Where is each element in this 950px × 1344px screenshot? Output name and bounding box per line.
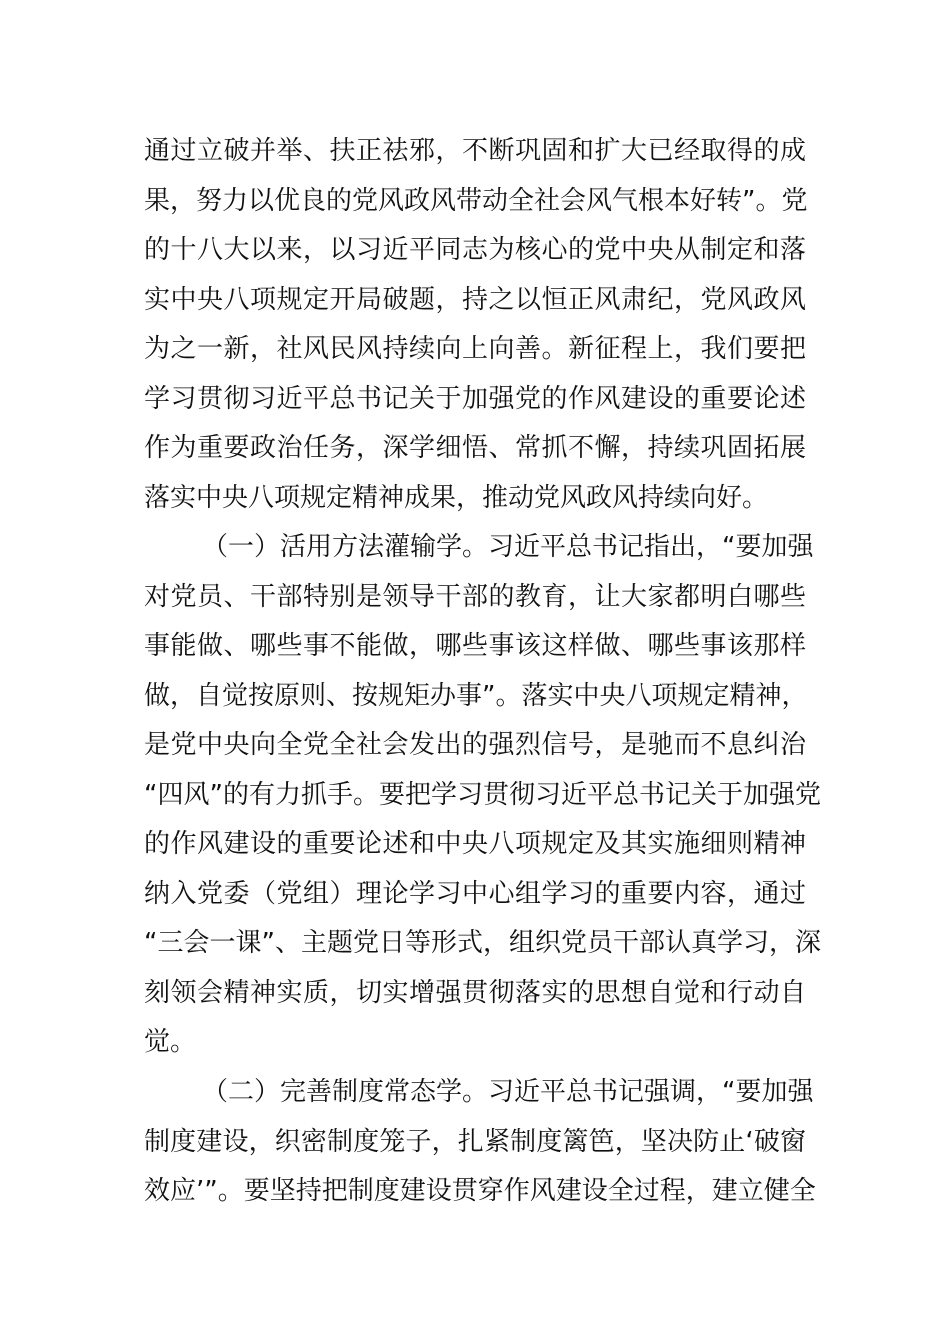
paragraph-line: 的十八大以来，以习近平同志为核心的党中央从制定和落 — [144, 235, 806, 265]
paragraph-line: 为之一新，社风民风持续向上向善。新征程上，我们要把 — [144, 334, 806, 364]
paragraph-line: 觉。 — [144, 1027, 197, 1057]
paragraph-line: 是党中央向全党全社会发出的强烈信号，是驰而不息纠治 — [144, 730, 806, 760]
paragraph-line: 事能做、哪些事不能做，哪些事该这样做、哪些事该那样 — [144, 631, 806, 661]
paragraph-line: 刻领会精神实质，切实增强贯彻落实的思想自觉和行动自 — [144, 977, 806, 1008]
paragraph-line: （二）完善制度常态学。习近平总书记强调，“要加强 — [202, 1077, 814, 1107]
paragraph-line: 果，努力以优良的党风政风带动全社会风气根本好转”。党 — [144, 185, 808, 216]
paragraph-line: 通过立破并举、扶正祛邪，不断巩固和扩大已经取得的成 — [144, 136, 806, 166]
paragraph-line: “四风”的有力抓手。要把学习贯彻习近平总书记关于加强党 — [144, 779, 821, 810]
paragraph-2 — [144, 523, 821, 1068]
paragraph-line: “三会一课”、主题党日等形式，组织党员干部认真学习，深 — [144, 928, 821, 958]
paragraph-line: （一）活用方法灌输学。习近平总书记指出，“要加强 — [202, 532, 814, 562]
paragraph-1 — [144, 127, 806, 523]
paragraph-3 — [144, 1068, 816, 1217]
paragraph-line: 作为重要政治任务，深学细悟、常抓不懈，持续巩固拓展 — [144, 433, 806, 463]
paragraph-line: 学习贯彻习近平总书记关于加强党的作风建设的重要论述 — [144, 383, 806, 414]
paragraph-line: 对党员、干部特别是领导干部的教育，让大家都明白哪些 — [144, 581, 806, 612]
paragraph-line: 实中央八项规定开局破题，持之以恒正风肃纪，党风政风 — [144, 284, 806, 315]
paragraph-line: 的作风建设的重要论述和中央八项规定及其实施细则精神 — [144, 829, 806, 859]
paragraph-line: 制度建设，织密制度笼子，扎紧制度篱笆，坚决防止‘破窗 — [144, 1126, 806, 1157]
paragraph-line: 纳入党委（党组）理论学习中心组学习的重要内容，通过 — [144, 878, 806, 909]
paragraph-line: 做，自觉按原则、按规矩办事”。落实中央八项规定精神， — [144, 680, 808, 711]
paragraph-line: 落实中央八项规定精神成果，推动党风政风持续向好。 — [144, 482, 769, 513]
paragraph-line: 效应’”。要坚持把制度建设贯穿作风建设全过程，建立健全 — [144, 1176, 816, 1206]
